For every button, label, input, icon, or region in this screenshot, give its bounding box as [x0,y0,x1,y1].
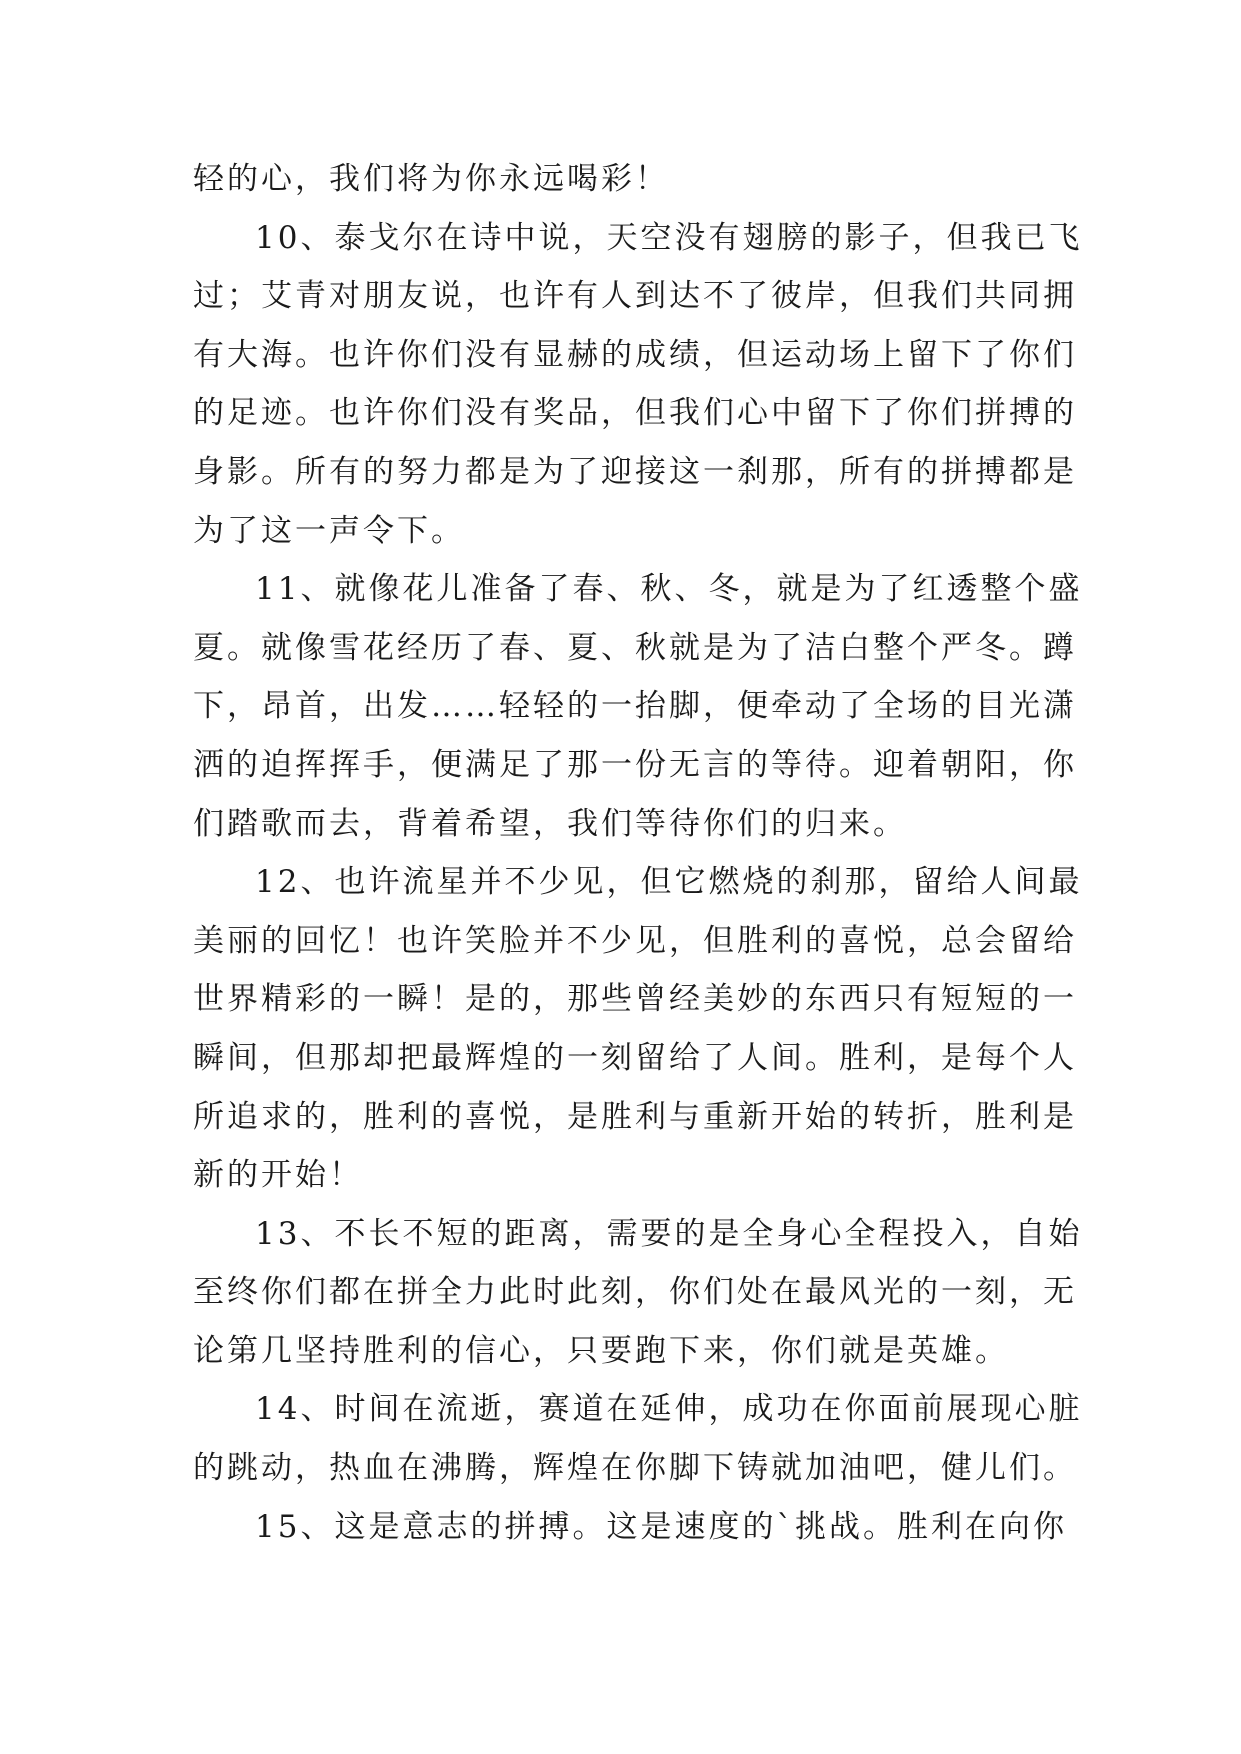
text-line: 们踏歌而去，背着希望，我们等待你们的归来。 [193,805,907,842]
text-line: 的跳动，热血在沸腾，辉煌在你脚下铸就加油吧，健儿们。 [193,1450,1077,1487]
text-line: 11、就像花儿准备了春、秋、冬，就是为了红透整个盛 [255,571,1083,608]
text-line: 10、泰戈尔在诗中说，天空没有翅膀的影子，但我已飞 [255,219,1083,256]
text-line: 洒的迫挥挥手，便满足了那一份无言的等待。迎着朝阳，你 [193,746,1077,783]
text-line: 世界精彩的一瞬！是的，那些曾经美妙的东西只有短短的一 [193,981,1077,1018]
text-line: 新的开始！ [193,1157,363,1194]
text-line: 下，昂首，出发……轻轻的一抬脚，便牵动了全场的目光潇 [193,688,1077,725]
text-line: 夏。就像雪花经历了春、夏、秋就是为了洁白整个严冬。蹲 [193,629,1077,666]
text-line: 至终你们都在拼全力此时此刻，你们处在最风光的一刻，无 [193,1274,1077,1311]
text-line: 的足迹。也许你们没有奖品，但我们心中留下了你们拼搏的 [193,395,1077,432]
text-line: 瞬间，但那却把最辉煌的一刻留给了人间。胜利，是每个人 [193,1039,1077,1076]
body-text [193,150,1083,1556]
text-line: 美丽的回忆！也许笑脸并不少见，但胜利的喜悦，总会留给 [193,922,1077,959]
text-line: 14、时间在流逝，赛道在延伸，成功在你面前展现心脏 [255,1391,1083,1428]
text-line: 过；艾青对朋友说，也许有人到达不了彼岸，但我们共同拥 [193,278,1077,315]
text-line: 12、也许流星并不少见，但它燃烧的刹那，留给人间最 [255,864,1083,901]
text-line: 轻的心，我们将为你永远喝彩！ [193,161,669,197]
text-line: 为了这一声令下。 [193,512,465,549]
text-line: 所追求的，胜利的喜悦，是胜利与重新开始的转折，胜利是 [193,1098,1077,1135]
text-line: 有大海。也许你们没有显赫的成绩，但运动场上留下了你们 [193,336,1077,373]
text-line: 15、这是意志的拼搏。这是速度的`挑战。胜利在向你 [255,1508,1067,1545]
text-line: 论第几坚持胜利的信心，只要跑下来，你们就是英雄。 [193,1332,1009,1369]
text-line: 13、不长不短的距离，需要的是全身心全程投入，自始 [255,1215,1083,1252]
text-line: 身影。所有的努力都是为了迎接这一刹那，所有的拼搏都是 [193,453,1077,490]
